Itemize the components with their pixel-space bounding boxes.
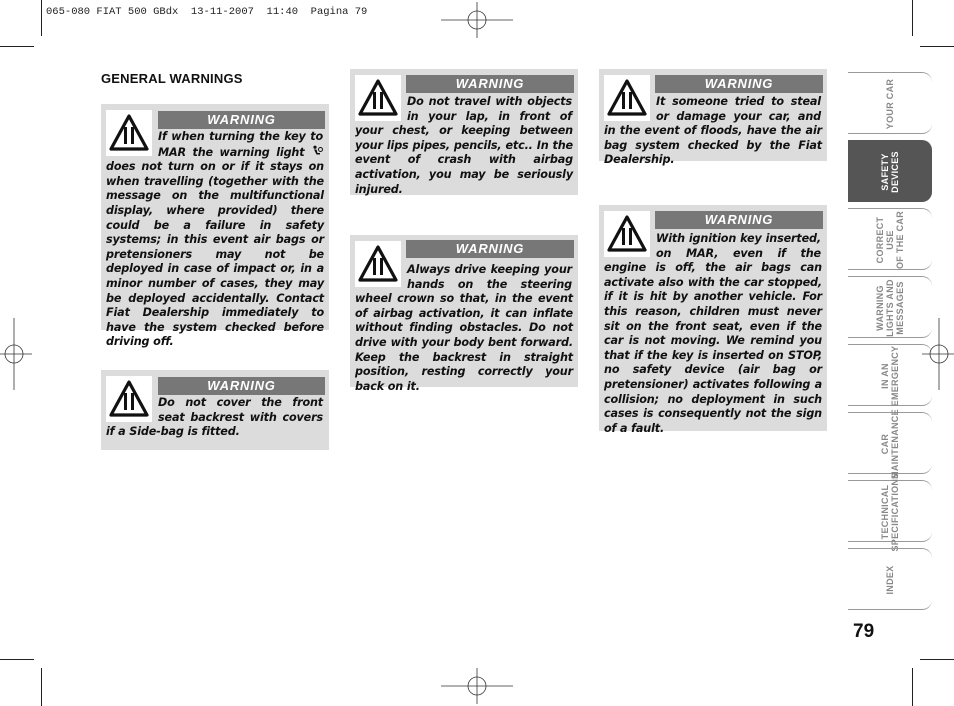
warning-triangle-icon: [355, 241, 401, 287]
warning-label: WARNING: [406, 75, 574, 93]
warning-triangle-icon: [604, 75, 650, 121]
crop-mark: [912, 668, 913, 706]
warning-label: WARNING: [158, 377, 325, 395]
registration-mark-icon: [0, 318, 32, 390]
warning-box: [599, 205, 827, 435]
warning-triangle-icon: [106, 110, 152, 156]
warning-text: It someone tried to steal or damage your car, and in the event of floods, have the air bag system checked by the Fiat Dealership.: [604, 95, 822, 167]
tab-label: INDEX: [885, 565, 895, 595]
tab-label: TECHNICAL SPECIFICATIONS: [880, 472, 900, 552]
crop-mark: [0, 46, 34, 47]
warning-box: [350, 235, 578, 393]
warning-text: Do not cover the front seat backrest with covers if a Side-bag is fitted.: [106, 396, 323, 439]
tab-car-maintenance[interactable]: [848, 409, 932, 479]
registration-mark-icon: [441, 2, 513, 38]
tab-technical-specifications[interactable]: [848, 472, 932, 552]
registration-mark-icon: [441, 668, 513, 704]
print-header: 065-080 FIAT 500 GBdx 13-11-2007 11:40 Pagina 79: [46, 6, 368, 18]
crop-mark: [41, 0, 42, 36]
tab-label: YOUR CAR: [885, 78, 895, 130]
warning-box: [350, 69, 578, 195]
tab-label: SAFETY DEVICES: [880, 151, 900, 193]
warning-label: WARNING: [655, 75, 823, 93]
section-heading: GENERAL WARNINGS: [101, 71, 243, 86]
crop-mark: [0, 659, 34, 660]
crop-mark: [41, 668, 42, 706]
warning-triangle-icon: [106, 376, 152, 422]
crop-mark: [912, 0, 913, 36]
warning-box: [101, 104, 329, 349]
tab-label: WARNING LIGHTS AND MESSAGES: [875, 279, 905, 337]
tab-label: CORRECT USE OF THE CAR: [875, 211, 905, 269]
tab-index[interactable]: [848, 548, 932, 610]
airbag-warning-light-icon: [311, 145, 323, 157]
warning-label: WARNING: [158, 111, 325, 129]
tab-label: CAR MAINTENANCE: [880, 409, 900, 479]
warning-triangle-icon: [604, 211, 650, 257]
warning-label: WARNING: [406, 240, 574, 258]
tab-safety-devices[interactable]: [848, 140, 932, 202]
page-number: 79: [853, 621, 875, 642]
crop-mark: [920, 46, 954, 47]
warning-text: With ignition key inserted, on MAR, even if the engine is off, the air bags can activate also with the car stopped, if it is hit by another vehicle. For this reason, children must never sit on the front seat, even if the car is not moving. We remind you that if the key is inserted on STOP, no safety device (air bag or pretensioner) activates following a collision; no deployment in such cases is consequently not the sign of a fault.: [604, 232, 822, 435]
tab-correct-use[interactable]: [848, 208, 932, 270]
warning-text: Always drive keeping your hands on the steering wheel crown so that, in the event of airbag activation, it can inflate without finding obstacles. Do not drive with your body bent forward. Keep the backrest in straight position, resting correctly your back on it.: [355, 263, 573, 393]
crop-mark: [920, 659, 954, 660]
tab-your-car[interactable]: [848, 72, 932, 134]
warning-text: Do not travel with objects in your lap, in front of your chest, or keeping between your lips pipes, pencils, etc.. In the event of crash with airbag activation, you may be seriously injured.: [355, 95, 573, 196]
tab-label: IN AN EMERGENCY: [880, 345, 900, 407]
warning-triangle-icon: [355, 75, 401, 121]
tab-in-an-emergency[interactable]: [848, 344, 932, 406]
warning-box: [599, 69, 827, 167]
warning-text: If when turning the key to MAR the warning light does not turn on or if it stays on when travelling (together with the message on the multifunctional display, where provided) there could be a failure in safety systems; in this event air bags or pretensioners may not be deployed in case of impact or, in a minor number of cases, they may be deployed accidentally. Contact Fiat Dealership immediately to have the system checked before driving off.: [106, 130, 324, 349]
warning-box: [101, 370, 329, 450]
tab-warning-lights[interactable]: [848, 276, 932, 338]
warning-label: WARNING: [655, 211, 823, 229]
